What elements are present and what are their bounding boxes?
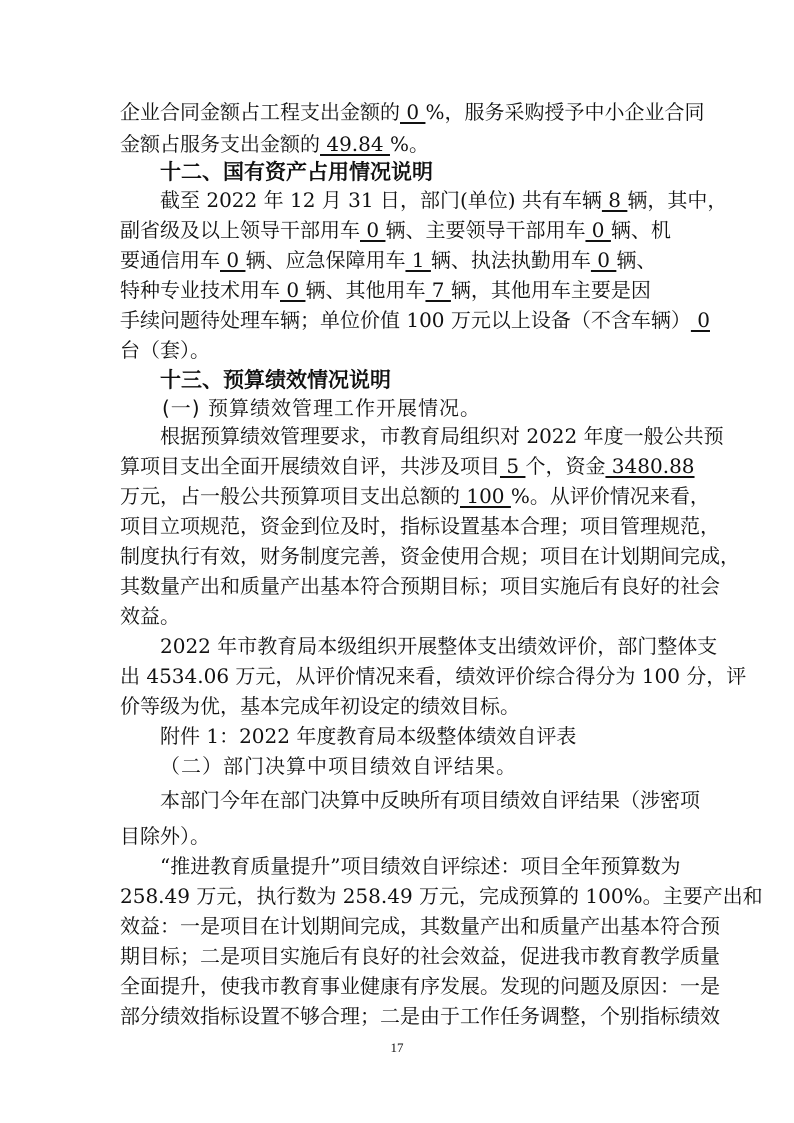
body-line: 特种专业技术用车 0 辆、其他用车 7 辆，其他用车主要是因 bbox=[120, 278, 651, 302]
body-line: 万元，占一般公共预算项目支出总额的 100 %。从评价情况来看， bbox=[120, 484, 710, 508]
body-line: 企业合同金额占工程支出金额的 0 %，服务采购授予中小企业合同 bbox=[120, 100, 705, 124]
body-line: 目除外）。 bbox=[120, 824, 210, 848]
body-line: 2022 年市教育局本级组织开展整体支出绩效评价，部门整体支 bbox=[160, 634, 718, 658]
body-line: 截至 2022 年 12 月 31 日，部门(单位) 共有车辆 8 辆，其中， bbox=[160, 188, 728, 212]
attachment-line: 附件 1：2022 年度教育局本级整体绩效自评表 bbox=[160, 724, 577, 748]
section-heading-thirteen: 十三、预算绩效情况说明 bbox=[160, 368, 391, 392]
body-line: 副省级及以上领导干部用车 0 辆、主要领导干部用车 0 辆、机 bbox=[120, 218, 671, 242]
body-line: 期目标；二是项目实施后有良好的社会效益，促进我市教育教学质量 bbox=[120, 944, 720, 968]
subsection-heading-two: （二）部门决算中项目绩效自评结果。 bbox=[160, 754, 517, 778]
section-heading-twelve: 十二、国有资产占用情况说明 bbox=[160, 160, 433, 184]
body-line: 本部门今年在部门决算中反映所有项目绩效自评结果（涉密项 bbox=[160, 788, 700, 812]
body-line: 部分绩效指标设置不够合理；二是由于工作任务调整，个别指标绩效 bbox=[120, 1004, 720, 1028]
subsection-heading-one: (一) 预算绩效管理工作开展情况。 bbox=[162, 396, 481, 420]
body-line: “推进教育质量提升”项目绩效自评综述：项目全年预算数为 bbox=[160, 854, 681, 878]
body-line: 258.49 万元，执行数为 258.49 万元，完成预算的 100%。主要产出和 bbox=[120, 884, 763, 908]
body-line: 出 4534.06 万元，从评价情况来看，绩效评价综合得分为 100 分，评 bbox=[120, 664, 747, 688]
body-line: 项目立项规范，资金到位及时，指标设置基本合理；项目管理规范， bbox=[120, 514, 720, 538]
body-line: 要通信用车 0 辆、应急保障用车 1 辆、执法执勤用车 0 辆、 bbox=[120, 248, 657, 272]
page-number: 17 bbox=[390, 1040, 404, 1055]
body-line: 根据预算绩效管理要求，市教育局组织对 2022 年度一般公共预 bbox=[160, 424, 724, 448]
body-line: 台（套）。 bbox=[120, 338, 210, 362]
body-line: 价等级为优，基本完成年初设定的绩效目标。 bbox=[120, 694, 520, 718]
body-line: 制度执行有效，财务制度完善，资金使用合规；项目在计划期间完成， bbox=[120, 544, 740, 568]
body-line: 算项目支出全面开展绩效自评，共涉及项目 5 个，资金 3480.88 bbox=[120, 454, 695, 478]
body-line: 全面提升，使我市教育事业健康有序发展。发现的问题及原因：一是 bbox=[120, 974, 720, 998]
body-line: 效益：一是项目在计划期间完成，其数量产出和质量产出基本符合预 bbox=[120, 914, 720, 938]
body-line: 金额占服务支出金额的 49.84 %。 bbox=[120, 132, 429, 156]
body-line: 手续问题待处理车辆；单位价值 100 万元以上设备（不含车辆） 0 bbox=[120, 308, 710, 332]
body-line: 效益。 bbox=[120, 604, 180, 628]
body-line: 其数量产出和质量产出基本符合预期目标；项目实施后有良好的社会 bbox=[120, 574, 720, 598]
